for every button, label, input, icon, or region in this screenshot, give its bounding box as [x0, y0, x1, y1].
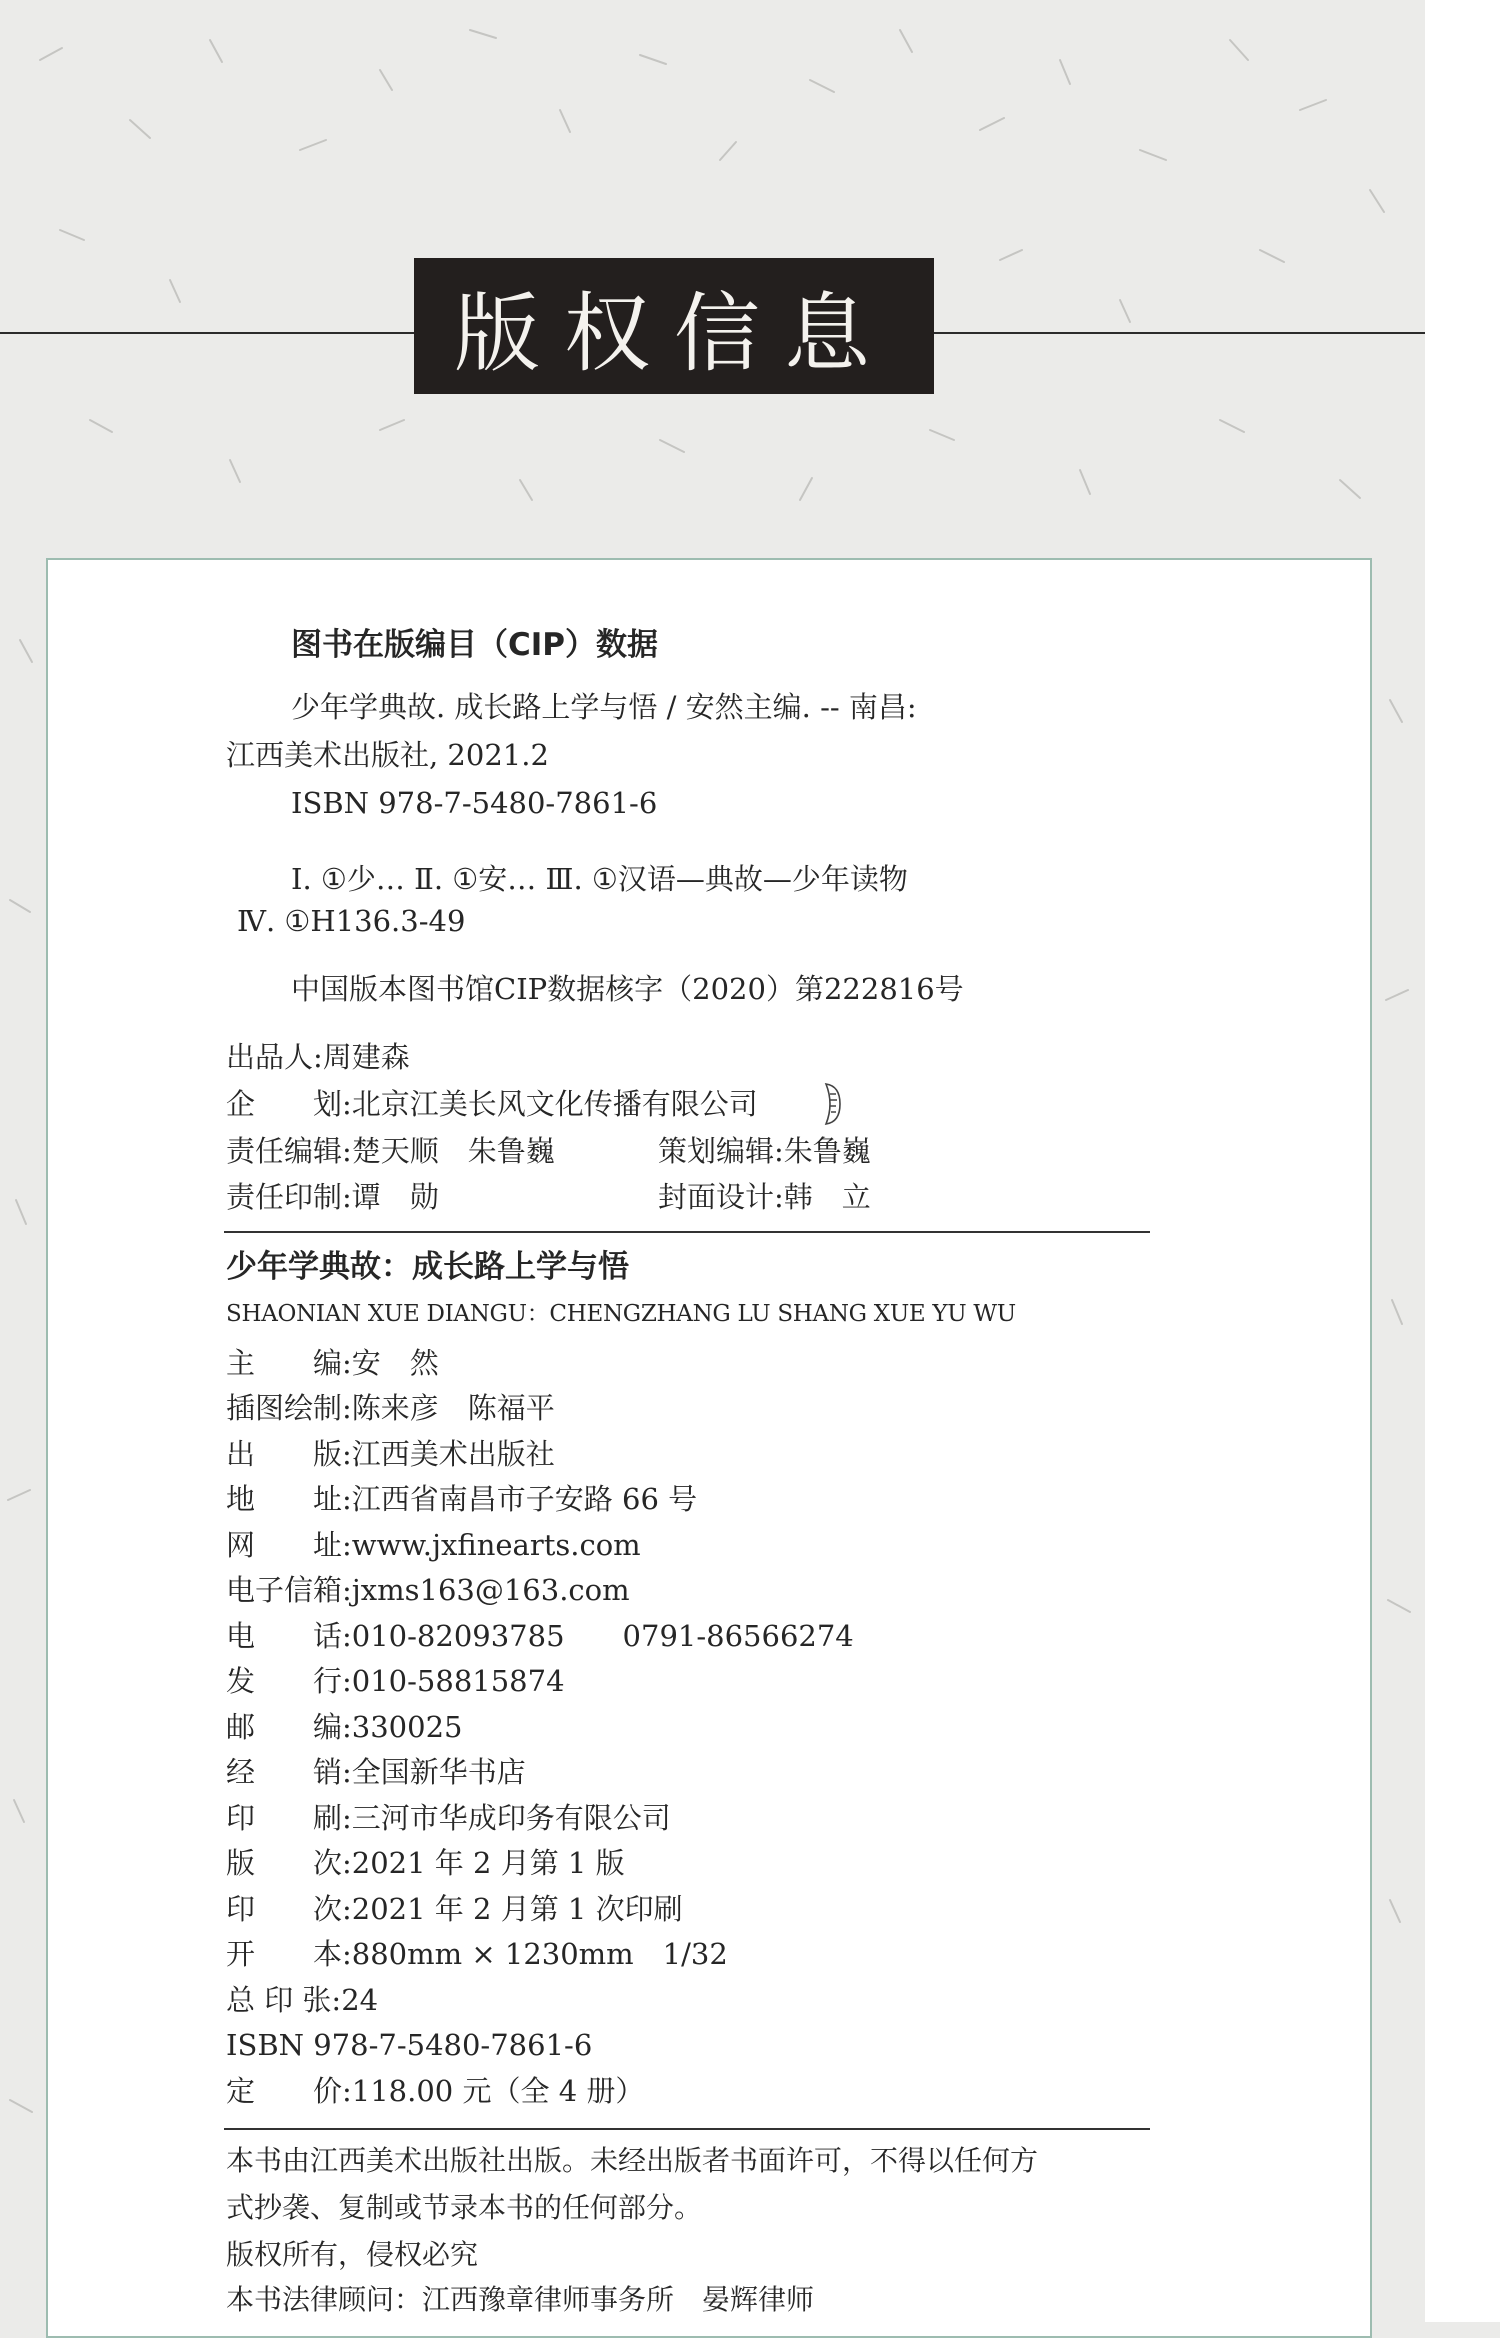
- detail-key: 邮 编:: [226, 1710, 352, 1744]
- cip-classification-2: Ⅳ. ①H136.3-49: [237, 904, 466, 938]
- credit-key: 封面设计:: [658, 1180, 784, 1214]
- detail-row: [226, 1482, 697, 1516]
- cip-line-2: 江西美术出版社, 2021.2: [226, 738, 549, 772]
- detail-value: 2021 年 2 月第 1 版: [351, 1846, 625, 1880]
- detail-value: 全国新华书店: [351, 1755, 526, 1789]
- detail-row: [226, 1983, 378, 2017]
- detail-row: [226, 1528, 641, 1562]
- cip-classification-1: Ⅰ. ①少… Ⅱ. ①安… Ⅲ. ①汉语—典故—少年读物: [291, 862, 908, 896]
- credit-value: 北京江美长风文化传播有限公司: [351, 1087, 758, 1121]
- credit-editor: [226, 1134, 555, 1168]
- detail-value: 010-82093785 0791-86566274: [351, 1619, 854, 1653]
- detail-key: 主 编:: [226, 1346, 352, 1380]
- notice-line-2: 式抄袭、复制或节录本书的任何部分。: [226, 2191, 703, 2224]
- detail-value: 三河市华成印务有限公司: [351, 1801, 671, 1835]
- credit-publisher-person: [226, 1040, 410, 1074]
- credit-print-supervisor: [226, 1180, 439, 1214]
- cip-heading: 图书在版编目（CIP）数据: [291, 627, 659, 663]
- detail-key: 开 本:: [226, 1937, 352, 1971]
- detail-key: 印 刷:: [226, 1801, 352, 1835]
- detail-row: [226, 1437, 555, 1471]
- title-rule-left: [0, 332, 414, 334]
- detail-row: [226, 1801, 671, 1835]
- detail-row: [226, 1710, 463, 1744]
- credit-value: 楚天顺 朱鲁巍: [351, 1134, 555, 1168]
- detail-row: [226, 1346, 439, 1380]
- divider-2: [224, 2128, 1150, 2130]
- credit-key: 责任印制:: [226, 1180, 352, 1214]
- credit-value: 朱鲁巍: [783, 1134, 871, 1168]
- book-title-pinyin: SHAONIAN XUE DIANGU：CHENGZHANG LU SHANG XUE YU WU: [226, 1301, 1016, 1327]
- page-right-margin: [1425, 0, 1500, 2322]
- detail-key: 总 印 张:: [226, 1983, 342, 2017]
- detail-value: 330025: [351, 1710, 463, 1744]
- detail-value: www.jxfinearts.com: [351, 1528, 641, 1562]
- detail-value: 江西美术出版社: [351, 1437, 555, 1471]
- credit-value: 谭 勋: [351, 1180, 439, 1214]
- detail-row: [226, 1892, 683, 1926]
- detail-row: [226, 1846, 625, 1880]
- credit-key: 策划编辑:: [658, 1134, 784, 1168]
- detail-value: 24: [341, 1983, 379, 2017]
- detail-key: 网 址:: [226, 1528, 352, 1562]
- cip-approval-number: 中国版本图书馆CIP数据核字（2020）第222816号: [291, 972, 964, 1006]
- book-title-cn: 少年学典故：成长路上学与悟: [226, 1249, 629, 1285]
- detail-row: [226, 1573, 630, 1607]
- company-seal-logo: [822, 1082, 844, 1126]
- detail-row: [226, 1619, 854, 1653]
- credit-value: 周建森: [322, 1040, 410, 1074]
- credit-value: 韩 立: [783, 1180, 871, 1214]
- page-title: 版权信息: [414, 258, 934, 394]
- detail-key: 出 版:: [226, 1437, 352, 1471]
- detail-value: 陈来彦 陈福平: [351, 1391, 555, 1425]
- detail-value: 118.00 元（全 4 册）: [351, 2074, 645, 2108]
- credit-key: 企 划:: [226, 1087, 352, 1121]
- detail-key: 经 销:: [226, 1755, 352, 1789]
- divider-1: [224, 1231, 1150, 1233]
- book-isbn: ISBN 978-7-5480-7861-6: [226, 2028, 593, 2062]
- title-rule-right: [934, 332, 1425, 334]
- notice-line-4: 本书法律顾问：江西豫章律师事务所 晏辉律师: [226, 2283, 815, 2316]
- detail-value: 010-58815874: [351, 1664, 565, 1698]
- detail-key: 印 次:: [226, 1892, 352, 1926]
- credit-key: 责任编辑:: [226, 1134, 352, 1168]
- detail-row: [226, 1937, 728, 1971]
- credit-plan-editor: [658, 1134, 871, 1168]
- credit-planning: [226, 1087, 758, 1121]
- detail-key: 电 话:: [226, 1619, 352, 1653]
- detail-row: [226, 1755, 526, 1789]
- detail-key: 版 次:: [226, 1846, 352, 1880]
- cip-line-1: 少年学典故. 成长路上学与悟 / 安然主编. -- 南昌:: [291, 690, 917, 724]
- detail-value: 安 然: [351, 1346, 439, 1380]
- detail-row: [226, 1664, 565, 1698]
- notice-line-3: 版权所有，侵权必究: [226, 2238, 479, 2271]
- detail-key: 发 行:: [226, 1664, 352, 1698]
- detail-value: 江西省南昌市子安路 66 号: [351, 1482, 698, 1516]
- detail-value: 880mm × 1230mm 1/32: [351, 1937, 728, 1971]
- price-row: [226, 2074, 644, 2108]
- detail-row: [226, 1391, 555, 1425]
- detail-key: 地 址:: [226, 1482, 352, 1516]
- cip-isbn: ISBN 978-7-5480-7861-6: [291, 786, 658, 820]
- detail-key: 电子信箱:: [226, 1573, 352, 1607]
- detail-value: jxms163@163.com: [351, 1573, 630, 1607]
- credit-key: 出品人:: [226, 1040, 323, 1074]
- detail-key: 定 价:: [226, 2074, 352, 2108]
- detail-value: 2021 年 2 月第 1 次印刷: [351, 1892, 683, 1926]
- notice-line-1: 本书由江西美术出版社出版。未经出版者书面许可，不得以任何方: [226, 2144, 1039, 2177]
- detail-key: 插图绘制:: [226, 1391, 352, 1425]
- credit-cover-design: [658, 1180, 871, 1214]
